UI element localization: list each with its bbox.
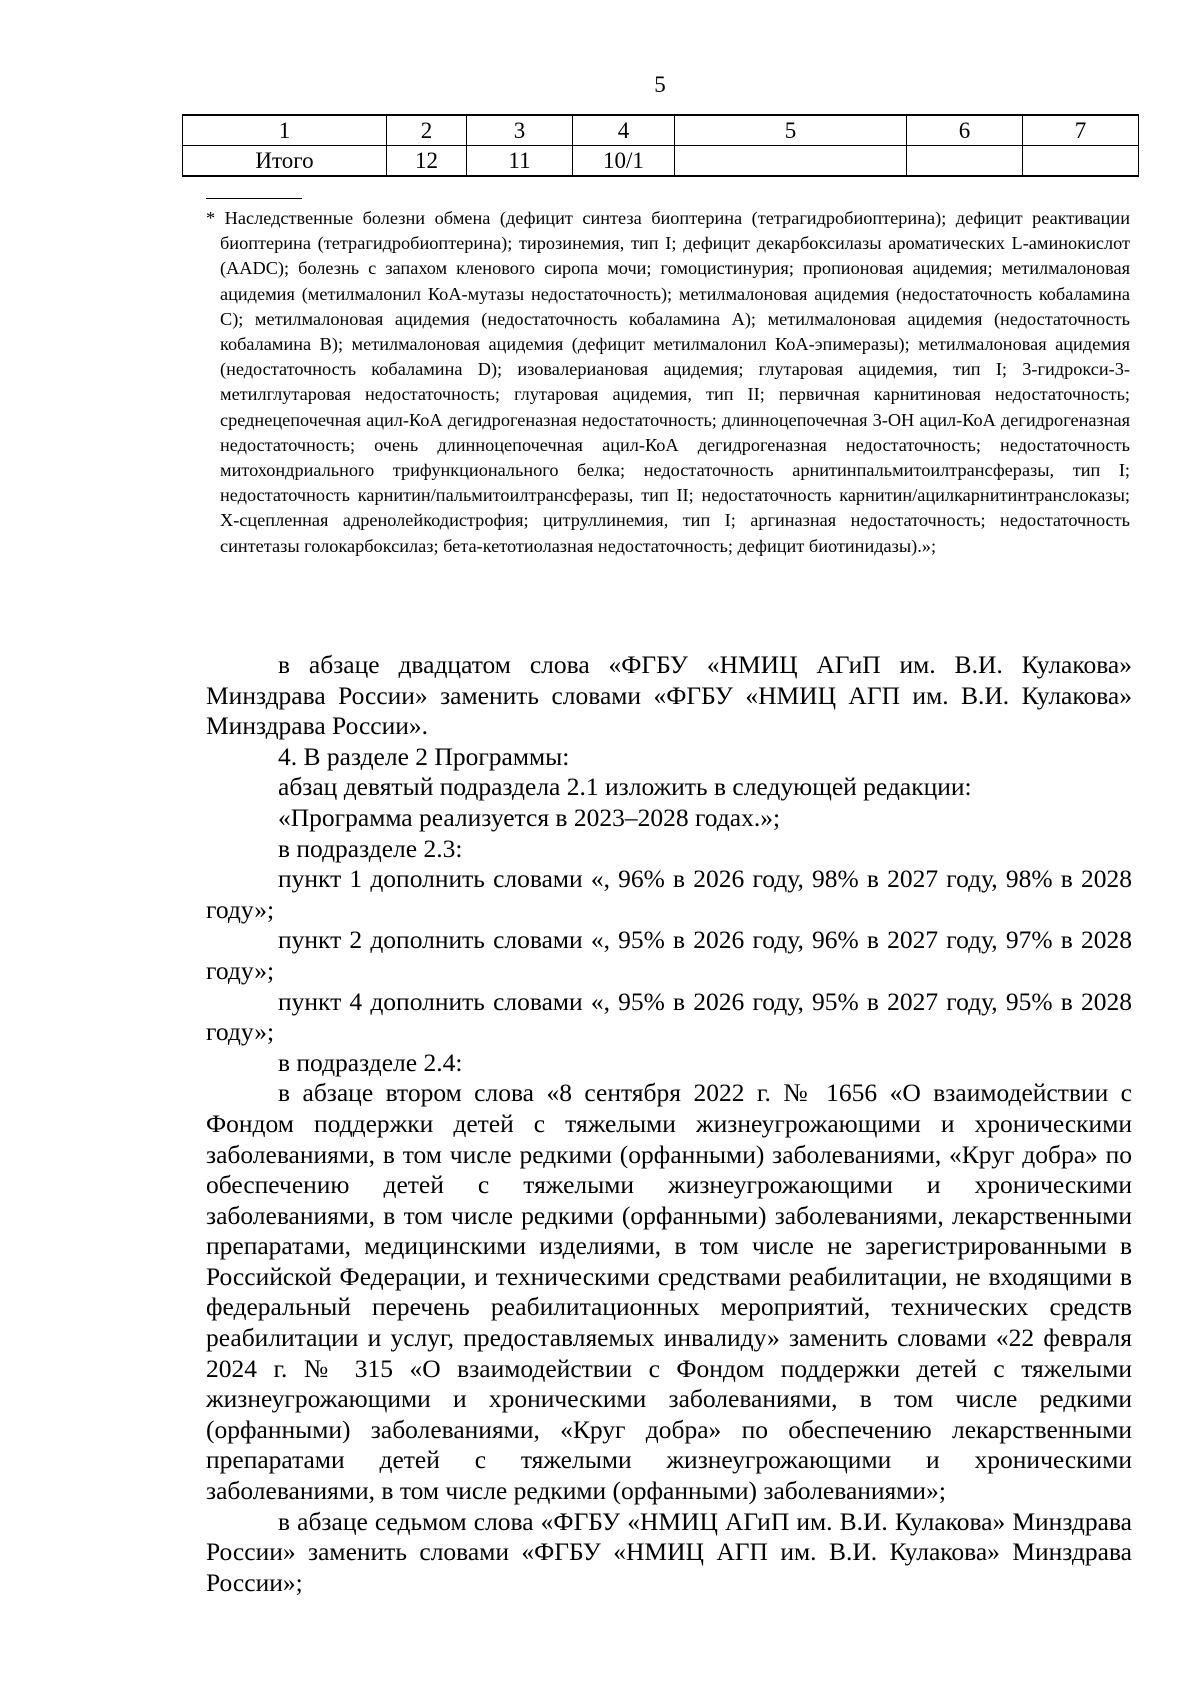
- page-number: 5: [654, 72, 666, 97]
- table-header-cell: 1: [183, 115, 387, 146]
- table-header-cell: 5: [675, 115, 907, 146]
- table-total-row: [183, 146, 1139, 177]
- table-cell: 12: [387, 146, 467, 177]
- paragraph: в абзаце седьмом слова «ФГБУ «НМИЦ АГиП им. В.И. Кулакова» Минздрава России» заменить словами «ФГБУ «НМИЦ АГП им. В.И. Кулакова» Минздрава России»;: [206, 1506, 1132, 1597]
- table-header-cell: 6: [907, 115, 1023, 146]
- footnote-separator: [206, 198, 302, 199]
- table-cell: 10/1: [573, 146, 675, 177]
- table-cell: [907, 146, 1023, 177]
- table-header-cell: 4: [573, 115, 675, 146]
- paragraph: пункт 2 дополнить словами «, 95% в 2026 году, 96% в 2027 году, 97% в 2028 году»;: [206, 925, 1132, 985]
- table-header-cell: 7: [1023, 115, 1139, 146]
- paragraph: в подразделе 2.4:: [278, 1047, 463, 1077]
- table-header-cell: 3: [467, 115, 573, 146]
- paragraph: абзац девятый подраздела 2.1 изложить в следующей редакции:: [278, 772, 972, 802]
- paragraph: в абзаце двадцатом слова «ФГБУ «НМИЦ АГиП им. В.И. Кулакова» Минздрава России» заменить словами «ФГБУ «НМИЦ АГП им. В.И. Кулакова» Минздрава России».: [206, 650, 1132, 741]
- paragraph: пункт 4 дополнить словами «, 95% в 2026 году, 95% в 2027 году, 95% в 2028 году»;: [206, 986, 1132, 1047]
- table-cell: [1023, 146, 1139, 177]
- paragraph: «Программа реализуется в 2023–2028 годах.»;: [278, 802, 781, 832]
- table-cell: 11: [467, 146, 573, 177]
- table-cell: Итого: [183, 146, 387, 177]
- footnote: * Наследственные болезни обмена (дефицит синтеза биоптерина (тетрагидробиоптерина); дефицит реактивации биоптерина (тетрагидробиоптерина); тирозинемия, тип I; дефицит декарбоксилазы ароматических L-аминокислот (AADC); болезнь с запахом кленового сиропа мочи; гомоцистинурия; пропионовая ацидемия; метилмалоновая ацидемия (метилмалонил КоА-мутазы недостаточность); метилмалоновая ацидемия (недостаточность кобаламина C); метилмалоновая ацидемия (недостаточность кобаламина A); метилмалоновая ацидемия (недостаточность кобаламина B); метилмалоновая ацидемия (дефицит метилмалонил КоА-эпимеразы); метилмалоновая ацидемия (недостаточность кобаламина D); изовалериановая ацидемия; глутаровая ацидемия, тип I; 3-гидрокси-3-метилглутаровая недостаточность; глутаровая ацидемия, тип II; первичная карнитиновая недостаточность; среднецепочечная ацил-КоА дегидрогеназная недостаточность; длинноцепочечная 3-OH ацил-КоА дегидрогеназная недостаточность; очень длинноцепочечная ацил-КоА дегидрогеназная недостаточность; недостаточность митохондриального трифункционального белка; недостаточность арнитинпальмитоилтрансферазы, тип I; недостаточность карнитин/пальмитоилтрансферазы, тип II; недостаточность карнитин/ацилкарнитинтранслоказы; X-сцепленная адренолейкодистрофия; цитруллинемия, тип I; аргиназная недостаточность; недостаточность синтетазы голокарбоксилаз; бета-кетотиолазная недостаточность; дефицит биотинидазы).»;: [206, 208, 1130, 556]
- paragraph: в абзаце втором слова «8 сентября 2022 г. № 1656 «О взаимодействии с Фондом поддержки детей с тяжелыми жизнеугрожающими и хроническими заболеваниями, в том числе редкими (орфанными) заболеваниями, «Круг добра» по обеспечению детей с тяжелыми жизнеугрожающими и хроническими заболеваниями, в том числе редкими (орфанными) заболеваниями, лекарственными препаратами, медицинскими изделиями, в том числе не зарегистрированными в Российской Федерации, и техническими средствами реабилитации, не входящими в федеральный перечень реабилитационных мероприятий, технических средств реабилитации и услуг, предоставляемых инвалиду» заменить словами «22 февраля 2024 г. № 315 «О взаимодействии с Фондом поддержки детей с тяжелыми жизнеугрожающими и хроническими заболеваниями, в том числе редкими (орфанными) заболеваниями, «Круг добра» по обеспечению лекарственными препаратами детей с тяжелыми жизнеугрожающими и хроническими заболеваниями, в том числе редкими (орфанными) заболеваниями»;: [206, 1078, 1132, 1506]
- paragraph: пункт 1 дополнить словами «, 96% в 2026 году, 98% в 2027 году, 98% в 2028 году»;: [206, 864, 1132, 924]
- table-header-row: [183, 115, 1139, 146]
- table-header-cell: 2: [387, 115, 467, 146]
- table-cell: [675, 146, 907, 177]
- document-body: [206, 650, 1132, 1598]
- paragraph: 4. В разделе 2 Программы:: [278, 741, 570, 771]
- summary-table: [182, 114, 1139, 177]
- paragraph: в подразделе 2.3:: [278, 833, 463, 863]
